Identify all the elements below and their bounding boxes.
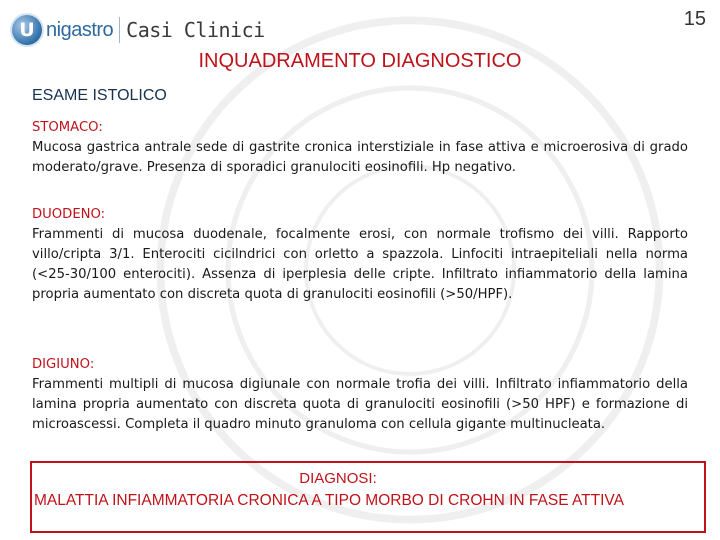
logo-icon [12,15,42,45]
stomaco-text: Mucosa gastrica antrale sede di gastrite cronica interstiziale in fase attiva e microerosiva di grado moderato/grave. Presenza di sporadici granulociti eosinofili. Hp negativo. [32,140,688,175]
duodeno-text: Frammenti di mucosa duodenale, focalmente erosi, con normale trofismo dei villi. Rapporto villo/cripta 3/1. Enterociti cicilndrici con orletto a spazzola. Linfociti intraepiteliali nella norma (<25-30/100 enterociti). Assenza di iperplesia delle cripte. Infiltrato infiammatorio della lamina propria aumentato con discreta quota di granulociti eosinofili (>50/HPF). [32,227,688,302]
section-heading: ESAME ISTOLICO [32,87,167,104]
page-number: 15 [683,8,706,30]
digiuno-text: Frammenti multipli di mucosa digiunale con normale trofia dei villi. Infiltrato infiammatorio della lamina propria aumentato con discreta quota di granulociti eosinofili (>50 HPF) e formazione di microascessi. Completa il quadro minuto granuloma con cellula gigante multinucleata. [32,377,688,432]
digiuno-section [32,355,688,435]
logo-name: nigastro [46,18,114,41]
logo-subtitle: Casi Clinici [126,18,265,42]
logo-divider [119,17,120,43]
page-title: INQUADRAMENTO DIAGNOSTICO [198,50,522,72]
stomaco-label: STOMACO: [32,120,103,135]
diagnosis-text: MALATTIA INFIAMMATORIA CRONICA A TIPO MORBO DI CROHN IN FASE ATTIVA [34,492,624,509]
stomaco-section [32,118,688,178]
duodeno-label: DUODENO: [32,207,106,222]
logo-letter: U [19,19,35,41]
digiuno-label: DIGIUNO: [32,357,95,372]
header-logo [12,10,265,50]
diagnosis-label: DIAGNOSI: [299,470,377,487]
duodeno-section [32,205,688,305]
